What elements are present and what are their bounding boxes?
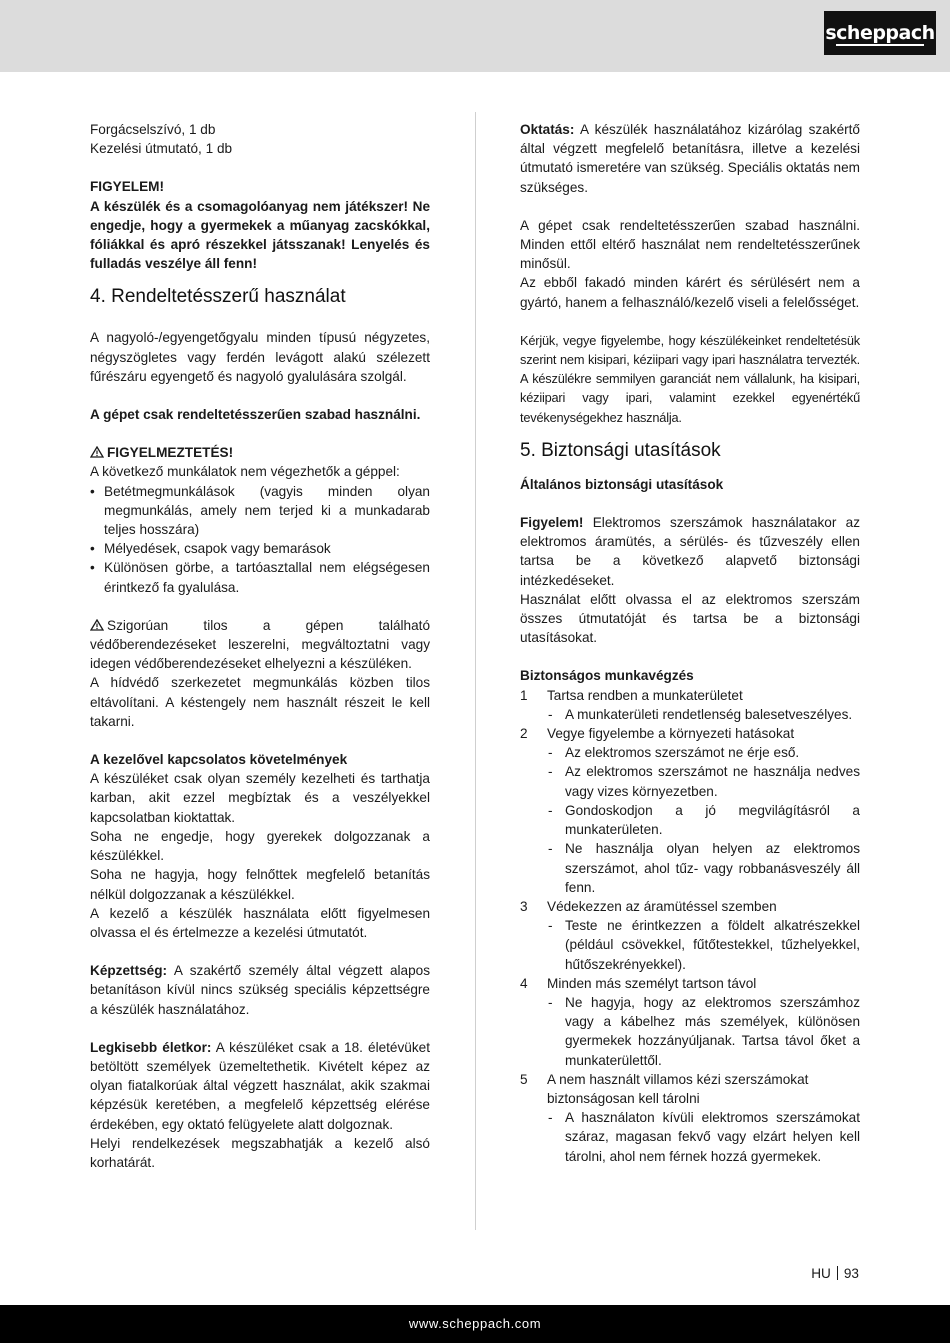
intro-line-1: Forgácselszívó, 1 db <box>90 122 216 137</box>
item-number: 2 <box>520 726 528 742</box>
notice-text: Kérjük, vegye figyelembe, hogy készülékeinket rendeltetésük szerint nem kisipari, kéziipari vagy ipari használatra tervezték. A készülékre semmilyen garanciát nem vállalunk, ha kisipari, kéziipari vagy ipari, valamint ezekkel egyenértékű tevékenységekhez használja. <box>520 332 860 425</box>
logo-underline <box>836 44 924 46</box>
warning-list <box>90 482 430 597</box>
safe-work-title: Biztonságos munkavégzés <box>520 668 694 684</box>
sub-item-text: Az elektromos szerszámot ne érje eső. <box>565 745 800 761</box>
item-number: 3 <box>520 898 528 914</box>
sub-item-text: Ne használja olyan helyen az elektromos szerszámot, ahol tűz- vagy robbanásveszély áll fenn. <box>565 841 860 895</box>
safety-item-2 <box>520 724 860 743</box>
sub-item-text: A használaton kívüli elektromos szerszámokat száraz, magasan fekvő vagy elzárt helyen kell tárolni, ahol nem férnek hozzá gyermekek. <box>565 1110 860 1164</box>
right-column <box>520 120 860 1166</box>
sub-item-text: Teste ne érintkezzen a földelt alkatrészekkel (például csövekkel, fűtőtestekkel, tűzhelyekkel, hűtőszekrényekkel). <box>565 918 860 972</box>
safety-sub-item: - A munkaterületi rendetlenség balesetveszélyes. <box>548 706 853 722</box>
header-bar <box>0 0 950 72</box>
item-text: Tartsa rendben a munkaterületet <box>547 687 743 703</box>
warning-item: • Mélyedések, csapok vagy bemarások <box>90 539 430 558</box>
age-label: Legkisebb életkor: <box>90 1039 212 1055</box>
section-4-text: A nagyoló-/egyengetőgyalu minden típusú négyzetes, négyszögletes vagy ferdén levágott alakú szélezett fűrészáru egyengető és nagyoló gyalulására szolgál. <box>90 330 430 384</box>
figyelem-text: A készülék és a csomagolóanyag nem játékszer! Ne engedje, hogy a gyermekek a műanyag zacskókkal, fóliákkal és apró részekkel játsszanak! Lenyelés és fulladás veszélye áll fenn! <box>90 198 430 272</box>
training-label: Oktatás: <box>520 122 575 137</box>
safety-sub-item: - A használaton kívüli elektromos szerszámokat száraz, magasan fekvő vagy elzárt helyen kell tárolni, ahol nem férnek hozzá gyermekek. <box>548 1110 860 1164</box>
safety-item-3 <box>520 897 860 916</box>
section-5-title: 5. Biztonsági utasítások <box>520 439 721 461</box>
page-number <box>811 1266 859 1282</box>
website-link[interactable]: www.scheppach.com <box>408 1316 542 1331</box>
operator-para: Soha ne engedje, hogy gyerekek dolgozzanak a készülékkel. <box>90 828 430 864</box>
safety-sub-item: - Gondoskodjon a jó megvilágításról a munkaterületen. <box>548 802 860 838</box>
safety-sub-item: - Ne hagyja, hogy az elektromos szerszámhoz vagy a kábelhez más személyek, különösen gyermekek hozzányúljanak. Tartsa távol őket a munkaterülettől. <box>548 994 860 1068</box>
age-para <box>90 1038 430 1134</box>
sub-item-text: Ne hagyja, hogy az elektromos szerszámhoz vagy a kábelhez más személyek, különösen gyermekek hozzányúljanak. Tartsa távol őket a munkaterülettől. <box>565 994 860 1068</box>
section-4-bold: A gépet csak rendeltetésszerűen szabad használni. <box>90 407 421 423</box>
warning-triangle-icon <box>90 619 104 631</box>
intro-line-2: Kezelési útmutató, 1 db <box>90 141 233 157</box>
sub-item-text: Az elektromos szerszámot ne használja nedves vagy vizes környezetben. <box>565 764 860 799</box>
age-text: A készüléket csak a 18. életévüket betöltött személyek üzemeltethetik. Kivételt képez az olyan fiatalkorúak által végzett használat, akik szakmai képzésük keretében, a megfelelő képzettség elérése érdekében, egy oktató felügyelete alatt dolgoznak. <box>90 1039 430 1132</box>
bridge-text: A hídvédő szerkezetet megmunkálás közben tilos eltávolítani. A késtengely nem használt részeit le kell takarni. <box>90 675 430 729</box>
section-4-title: 4. Rendeltetésszerű használat <box>90 286 346 308</box>
training-para <box>520 120 860 197</box>
safety-item-4 <box>520 974 860 993</box>
safety-sub-item: - Az elektromos szerszámot ne használja nedves vagy vizes környezetben. <box>548 764 860 799</box>
column-divider <box>475 112 476 1230</box>
figyelem-title: FIGYELEM! <box>90 179 165 195</box>
item-number: 1 <box>520 687 528 703</box>
general-title: Általános biztonsági utasítások <box>520 476 724 492</box>
strict-warning <box>90 616 430 674</box>
attention-text-2: Használat előtt olvassa el az elektromos szerszám összes útmutatóját és tartsa be a biztonsági utasításokat. <box>520 591 860 646</box>
item-text: Minden más személyt tartson távol <box>547 975 757 991</box>
operator-para: A kezelő a készülék használata előtt figyelmesen olvassa el és értelmezze a kezelési útmutatót. <box>90 905 430 940</box>
qualification-text: A szakértő személy által végzett alapos betanításon kívül nincs szükség speciális képzettségre a készülék használatához. <box>90 963 430 1017</box>
safety-item-5 <box>520 1070 860 1108</box>
warning-item: • Betétmegmunkálások (vagyis minden olyan megmunkálás, amely nem terjed ki a munkadarab teljes hosszára) <box>90 482 430 540</box>
warning-intro: A következő munkálatok nem végezhetők a géppel: <box>90 464 400 480</box>
item-number: 5 <box>520 1071 528 1087</box>
attention-label: Figyelem! <box>520 515 584 531</box>
sub-item-text: Gondoskodjon a jó megvilágításról a munkaterületen. <box>565 802 860 838</box>
safety-item-1 <box>520 686 860 705</box>
usage-para: A gépet csak rendeltetésszerűen szabad használni. Minden ettől eltérő használat nem rendeltetésszerűnek minősül. <box>520 217 860 272</box>
logo-text: scheppach <box>825 22 935 44</box>
safety-sub-item: - Teste ne érintkezzen a földelt alkatrészekkel (például csövekkel, fűtőtestekkel, tűzhelyekkel, hűtőszekrényekkel). <box>548 918 860 972</box>
operator-para: Soha ne hagyja, hogy felnőttek megfelelő betanítás nélkül dolgozzanak a készülékkel. <box>90 867 430 902</box>
item-text: A nem használt villamos kézi szerszámokat biztonságosan kell tárolni <box>547 1071 809 1106</box>
training-text: A készülék használatához kizárólag szakértő által végzett megfelelő betanításra, illetve a kezelési útmutató ismeretére van szükség. Speciális oktatás nem szükséges. <box>520 122 861 195</box>
item-number: 4 <box>520 975 528 991</box>
safety-sub-item: - Ne használja olyan helyen az elektromos szerszámot, ahol tűz- vagy robbanásveszély áll fenn. <box>548 841 860 895</box>
warning-triangle-icon <box>90 446 104 458</box>
qualification-label: Képzettség: <box>90 963 168 979</box>
usage-para: Az ebből fakadó minden kárért és sérülésért nem a gyártó, hanem a felhasználó/kezelő viseli a felelősséget. <box>520 275 860 310</box>
attention-text: Elektromos szerszámok használatakor az elektromos áramütés, a sérülés- és tűzveszély ellen tartsa be a következő alapvető biztonsági intézkedéseket. <box>520 515 860 588</box>
age-text-2: Helyi rendelkezések megszabhatják a kezelő alsó korhatárát. <box>90 1135 430 1170</box>
brand-logo <box>824 11 936 55</box>
warning-item: • Különösen görbe, a tartóasztallal nem elégségesen érintkező fa gyalulása. <box>90 558 430 596</box>
qualification-para <box>90 961 430 1019</box>
language-code: HU <box>811 1266 831 1281</box>
item-text: Vegye figyelembe a környezeti hatásokat <box>547 726 795 742</box>
warning-heading <box>90 443 430 462</box>
sub-item-text: A munkaterületi rendetlenség balesetveszélyes. <box>565 706 853 722</box>
item-text: Védekezzen az áramütéssel szemben <box>547 898 777 914</box>
page-number-value: 93 <box>843 1266 859 1281</box>
safety-sub-item: - Az elektromos szerszámot ne érje eső. <box>548 745 800 761</box>
warning-title: FIGYELMEZTETÉS! <box>107 445 234 461</box>
operator-para: A készüléket csak olyan személy kezelheti és tarthatja karban, akit ezzel megbíztak és a veszélyekkel kapcsolatban kioktattak. <box>90 771 430 825</box>
footer-bar <box>0 1305 950 1343</box>
left-column <box>90 120 430 1172</box>
page-separator <box>837 1266 838 1280</box>
strict-text: Szigorúan tilos a gépen található védőberendezéseket leszerelni, megváltoztatni vagy idegen védőberendezéseket elhelyezni a készüléken. <box>90 617 430 672</box>
attention-para <box>520 513 860 590</box>
operator-title: A kezelővel kapcsolatos követelmények <box>90 752 348 768</box>
